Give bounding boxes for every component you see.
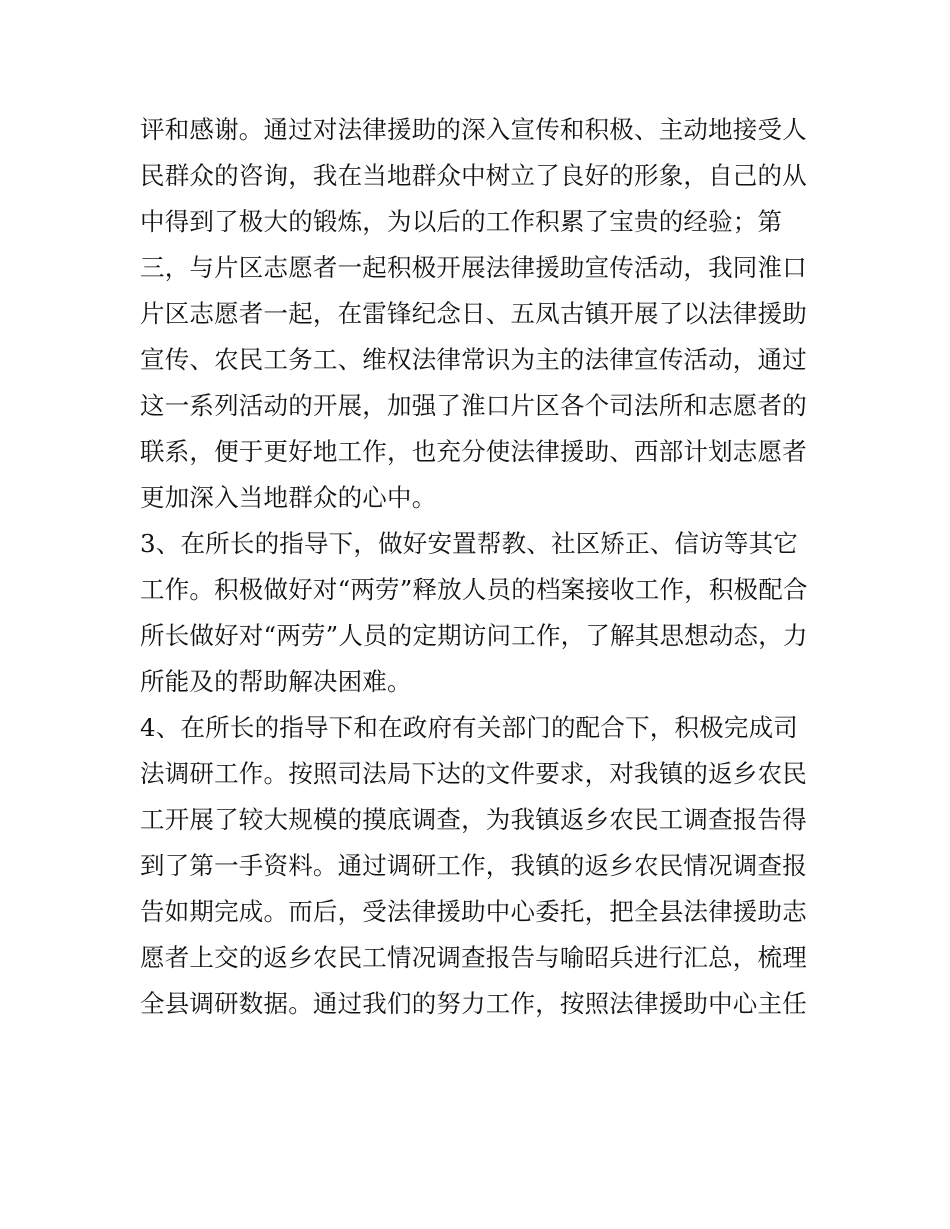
- text-line: 法调研工作。按照司法局下达的文件要求，对我镇的返乡农民: [140, 759, 807, 788]
- text-line: 到了第一手资料。通过调研工作，我镇的返乡农民情况调查报: [140, 851, 807, 880]
- text-line: 中得到了极大的锻炼，为以后的工作积累了宝贵的经验；第: [140, 207, 783, 236]
- text-line: 告如期完成。而后，受法律援助中心委托，把全县法律援助志: [140, 897, 807, 926]
- text-line: 3、在所长的指导下，做好安置帮教、社区矫正、信访等其它: [140, 529, 798, 558]
- text-line: 联系，便于更好地工作，也充分使法律援助、西部计划志愿者: [140, 437, 807, 466]
- text-line: 更加深入当地群众的心中。: [140, 483, 437, 512]
- body-text: [140, 107, 820, 1027]
- text-line: 所能及的帮助解决困难。: [140, 667, 412, 696]
- text-line: 工作。积极做好对“两劳”释放人员的档案接收工作，积极配合: [140, 575, 808, 604]
- text-line: 民群众的咨询，我在当地群众中树立了良好的形象，自己的从: [140, 161, 807, 190]
- text-line: 愿者上交的返乡农民工情况调查报告与喻昭兵进行汇总，梳理: [140, 943, 807, 972]
- text-line: 宣传、农民工务工、维权法律常识为主的法律宣传活动，通过: [140, 345, 807, 374]
- text-line: 三，与片区志愿者一起积极开展法律援助宣传活动，我同淮口: [140, 253, 807, 282]
- text-line: 这一系列活动的开展，加强了淮口片区各个司法所和志愿者的: [140, 391, 807, 420]
- text-line: 评和感谢。通过对法律援助的深入宣传和积极、主动地接受人: [140, 115, 807, 144]
- text-line: 所长做好对“两劳”人员的定期访问工作，了解其思想动态，力: [140, 621, 808, 650]
- text-line: 片区志愿者一起，在雷锋纪念日、五凤古镇开展了以法律援助: [140, 299, 807, 328]
- text-line: 全县调研数据。通过我们的努力工作，按照法律援助中心主任: [140, 989, 807, 1018]
- text-line: 工开展了较大规模的摸底调查，为我镇返乡农民工调查报告得: [140, 805, 807, 834]
- text-line: 4、在所长的指导下和在政府有关部门的配合下，积极完成司: [140, 713, 798, 742]
